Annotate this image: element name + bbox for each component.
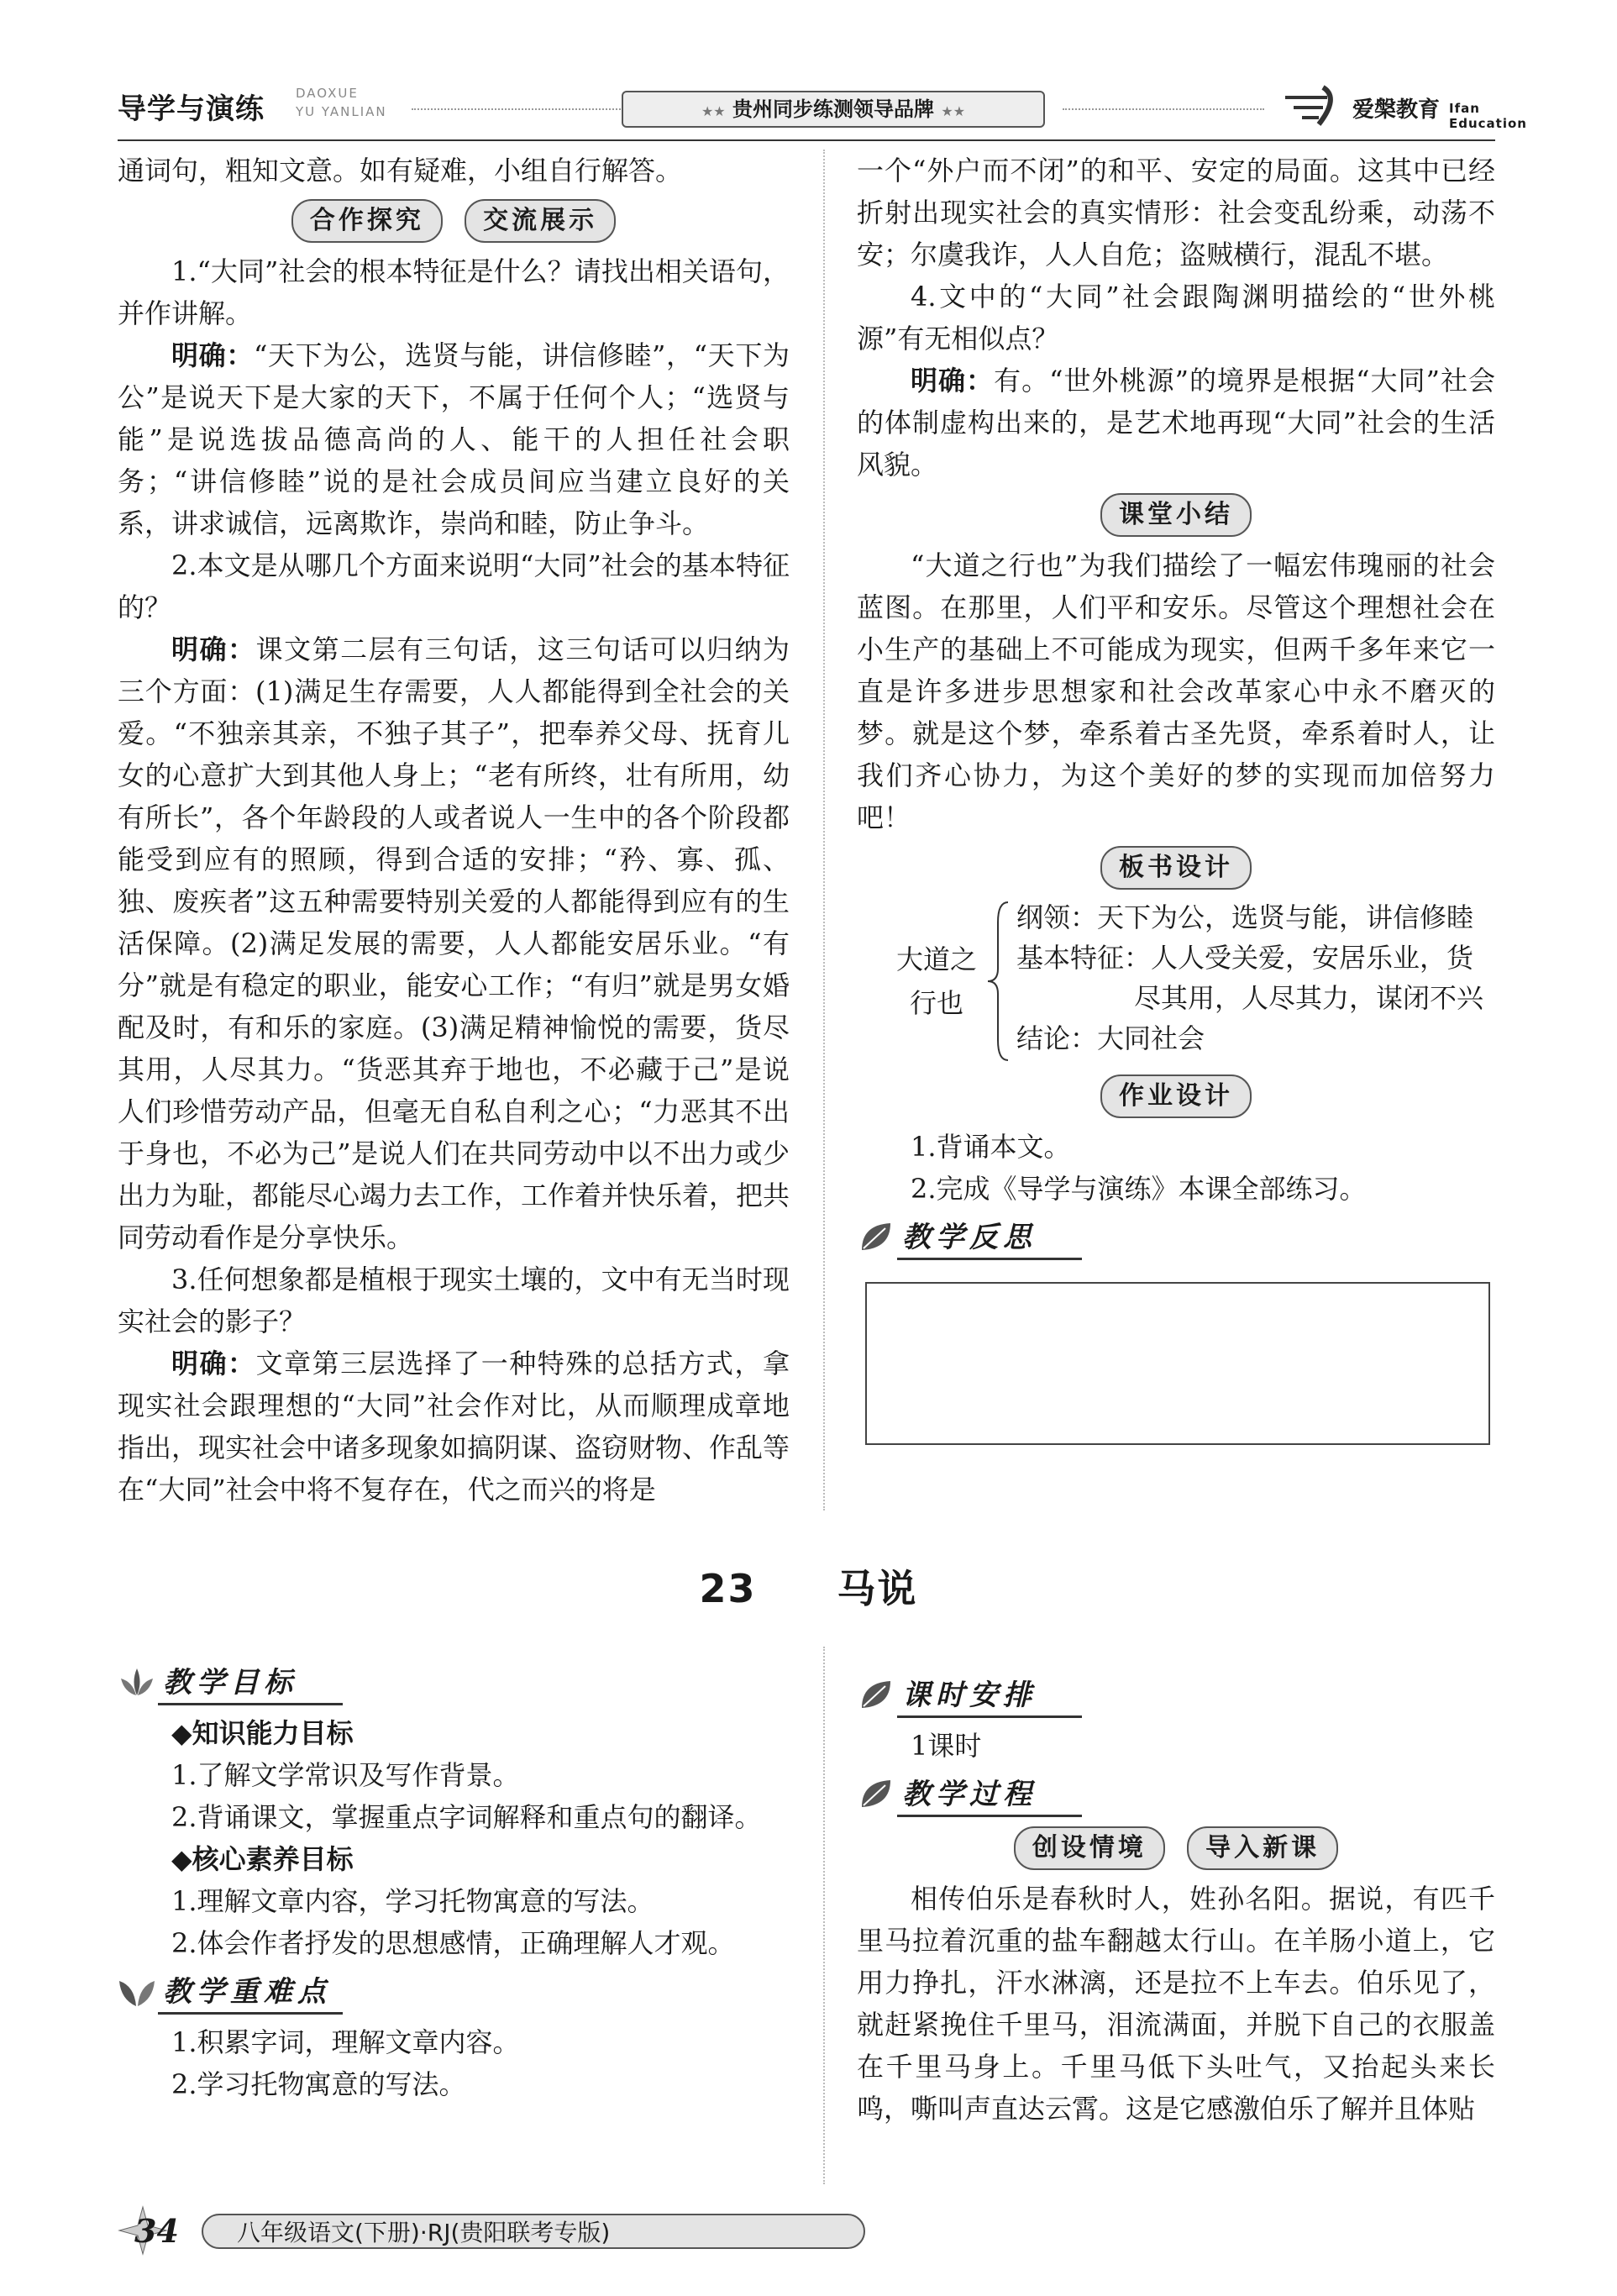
header-pinyin-bottom: YU YANLIAN (296, 104, 387, 119)
header-badge (622, 91, 1045, 128)
key-points-heading (118, 1969, 790, 2016)
reflection-heading-text: 教学反思 (902, 1221, 1037, 1254)
answer-3-continued: 一个“外户而不闭”的和平、安定的局面。这其中已经折射出现实社会的真实情形：社会变乱纷乘，动荡不安；尔虞我诈，人人自危；盗贼横行，混乱不堪。 (857, 155, 1495, 271)
header-brand-en: Ifan Education (1449, 101, 1527, 131)
story-text: 相传伯乐是春秋时人，姓孙名阳。据说，有匹千里马拉着沉重的盐车翻越太行山。在羊肠小道上，它用力挣扎，汗水淋漓，还是拉不上车去。伯乐见了，就赶紧挽住千里马，泪流满面，并脱下自己的衣服盖在千里马身上。千里马低下头吐气，又抬起头来长鸣，嘶叫声直达云霄。这是它感激伯乐了解并且体贴 (857, 1883, 1495, 2125)
pill-cooperate: 合作探究 (291, 199, 443, 243)
header-dotted-line-right (1063, 108, 1264, 110)
header-rule (118, 139, 1495, 141)
board-label-line-1: 大道之 (895, 943, 977, 975)
answer-3-label: 明确： (171, 1348, 256, 1379)
answer-2-text: 课文第二层有三句话，这三句话可以归纳为三个方面：(1)满足生存需要，人人都能得到全社会的关爱。“不独亲其亲，不独子其子”，把奉养父母、抚育儿女的心意扩大到其他人身上；“老有所终，壮有所用，幼有所长”，各个年龄段的人或者说人一生中的各个阶段都能受到应有的照顾，得到合适的安排；“矜、寡、孤、独、废疾者”这五种需要特别关爱的人都能得到应有的生活保障。(2)满足发展的需要，人人都能安居乐业。“有分”就是有稳定的职业，能安心工作；“有归”就是男女婚配及时，有和乐的家庭。(3)满足精神愉悦的需要，货尽其用，人尽其力。“货恶其弃于地也，不必藏于己”是说人们珍惜劳动产品，但毫无自私自利之心；“力恶其不出于身也，不必为己”是说人们在共同劳动中以不出力或少出力为耻，都能尽心竭力去工作，工作着并快乐着，把共同劳动看作是分享快乐。 (118, 633, 790, 1253)
reflection-box (865, 1282, 1490, 1445)
key-point-1: 1.积累字词，理解文章内容。 (171, 2026, 520, 2058)
brand-logo-icon (1277, 81, 1344, 131)
answer-2 (118, 628, 790, 1258)
header-brand: 爱槃教育 (1352, 97, 1441, 123)
goals-heading (118, 1660, 790, 1707)
column-divider-top (823, 150, 825, 1511)
schedule-heading-underline (897, 1715, 1082, 1718)
pill-exchange: 交流展示 (465, 199, 616, 243)
answer-4-label: 明确： (911, 365, 995, 397)
lesson-name: 马说 (837, 1566, 918, 1611)
schedule-heading-text: 课时安排 (902, 1679, 1037, 1712)
pill-homework: 作业设计 (1100, 1074, 1252, 1118)
answer-3-text: 文章第三层选择了一种特殊的总括方式，拿现实社会跟理想的“大同”社会作对比，从而顺理成章地指出，现实社会中诸多现象如搞阴谋、盗窃财物、作乱等在“大同”社会中将不复存在，代之而兴的将是 (118, 1348, 790, 1505)
goal-sub-literacy: ◆核心素养目标 (171, 1843, 354, 1875)
board-line-3: 尽其用，人尽其力，谋闭不兴 (1134, 982, 1484, 1014)
goals-heading-underline (158, 1703, 343, 1705)
answer-1-text: “天下为公，选贤与能，讲信修睦”，“天下为公”是说天下是大家的天下，不属于任何个人；“选贤与能”是说选拔品德高尚的人、能干的人担任社会职务；“讲信修睦”说的是社会成员间应当建立良好的关系，讲求诚信，远离欺诈，崇尚和睦，防止争斗。 (118, 339, 790, 539)
board-pill-wrap (857, 845, 1495, 892)
leaf-icon (857, 1220, 895, 1255)
board-line-1: 纲领：天下为公，选贤与能，讲信修睦 (1016, 901, 1474, 933)
question-4: 4.文中的“大同”社会跟陶渊明描绘的“世外桃源”有无相似点？ (857, 281, 1495, 355)
key-points-heading-text: 教学重难点 (163, 1975, 331, 2009)
homework-pill-wrap (857, 1074, 1495, 1121)
pill-board-design: 板书设计 (1100, 846, 1252, 890)
lesson-number: 23 (699, 1566, 757, 1611)
process-heading (857, 1772, 1495, 1819)
lesson-title (0, 1558, 1617, 1614)
summary-text: “大道之行也”为我们描绘了一幅宏伟瑰丽的社会蓝图。在那里，人们平和安乐。尽管这个理想社会在小生产的基础上不可能成为现实，但两千多年来它一直是许多进步思想家和社会改革家心中永不磨灭的梦。就是这个梦，牵系着古圣先贤，牵系着时人，让我们齐心协力，为这个美好的梦的实现而加倍努力吧！ (857, 549, 1495, 833)
reflection-heading (857, 1215, 1495, 1262)
goal-3: 1.理解文章内容，学习托物寓意的写法。 (171, 1885, 654, 1917)
page-footer (118, 2205, 874, 2256)
homework-2: 2.完成《导学与演练》本课全部练习。 (911, 1173, 1367, 1205)
scenario-pills (857, 1826, 1495, 1873)
answer-4-text: 有。“世外桃源”的境界是根据“大同”社会的体制虚构出来的，是艺术地再现“大同”社会的生活风貌。 (857, 365, 1495, 481)
goal-2: 2.背诵课文，掌握重点字词解释和重点句的翻译。 (171, 1801, 762, 1833)
question-1: 1.“大同”社会的根本特征是什么？请找出相关语句，并作讲解。 (118, 255, 790, 329)
board-label-line-2: 行也 (909, 987, 963, 1019)
board-line-2: 基本特征：人人受关爱，安居乐业，货 (1016, 942, 1474, 974)
bottom-left-column (118, 1655, 790, 2105)
goals-heading-text: 教学目标 (163, 1666, 297, 1700)
answer-3 (118, 1342, 790, 1511)
pill-summary: 课堂小结 (1100, 493, 1252, 537)
discussion-pills (118, 198, 790, 245)
leaf-icon (857, 1678, 895, 1713)
key-points-heading-underline (158, 2012, 343, 2015)
pill-create-scenario: 创设情境 (1014, 1826, 1165, 1870)
question-3: 3.任何想象都是植根于现实土壤的，文中有无当时现实社会的影子？ (118, 1264, 790, 1337)
schedule-heading (857, 1673, 1495, 1720)
answer-1 (118, 334, 790, 544)
answer-4 (857, 360, 1495, 486)
top-left-column (118, 150, 790, 1511)
goal-1: 1.了解文学常识及写作背景。 (171, 1759, 520, 1791)
reflection-heading-underline (897, 1258, 1082, 1260)
lotus-icon (118, 1665, 156, 1700)
process-heading-underline (897, 1815, 1082, 1817)
board-design (857, 897, 1495, 1065)
page-header (118, 81, 1527, 139)
schedule-text: 1课时 (911, 1730, 982, 1762)
top-right-column (857, 150, 1495, 1445)
board-line-4: 结论：大同社会 (1016, 1022, 1205, 1054)
question-2: 2.本文是从哪几个方面来说明“大同”社会的基本特征的？ (118, 549, 790, 623)
goal-4: 2.体会作者抒发的思想感情，正确理解人才观。 (171, 1927, 735, 1959)
leaf-icon (857, 1777, 895, 1812)
badge-text: 贵州同步练测领导品牌 (732, 97, 934, 121)
key-point-2: 2.学习托物寓意的写法。 (171, 2068, 466, 2100)
header-pinyin (296, 84, 387, 121)
bottom-right-column (857, 1668, 1495, 2130)
header-pinyin-top: DAOXUE (296, 86, 359, 101)
sprout-icon (118, 1974, 156, 2010)
board-brace-icon (983, 897, 1016, 1065)
summary-pill-wrap (857, 492, 1495, 539)
header-title: 导学与演练 (118, 92, 265, 126)
footer-book-title: 八年级语文(下册)·RJ(贵阳联考专版) (202, 2214, 865, 2249)
intro-text: 通词句，粗知文意。如有疑难，小组自行解答。 (118, 155, 683, 187)
goal-sub-knowledge: ◆知识能力目标 (171, 1717, 354, 1749)
answer-1-label: 明确： (171, 339, 254, 371)
badge-stars-left: ★★ (701, 103, 726, 119)
badge-stars-right: ★★ (941, 103, 966, 119)
column-divider-bottom (823, 1647, 825, 2184)
board-label (890, 938, 983, 1025)
page-number: 34 (134, 2212, 179, 2250)
pill-introduce-lesson: 导入新课 (1187, 1826, 1338, 1870)
answer-2-label: 明确： (171, 633, 256, 665)
process-heading-text: 教学过程 (902, 1778, 1037, 1811)
homework-1: 1.背诵本文。 (911, 1131, 1071, 1163)
